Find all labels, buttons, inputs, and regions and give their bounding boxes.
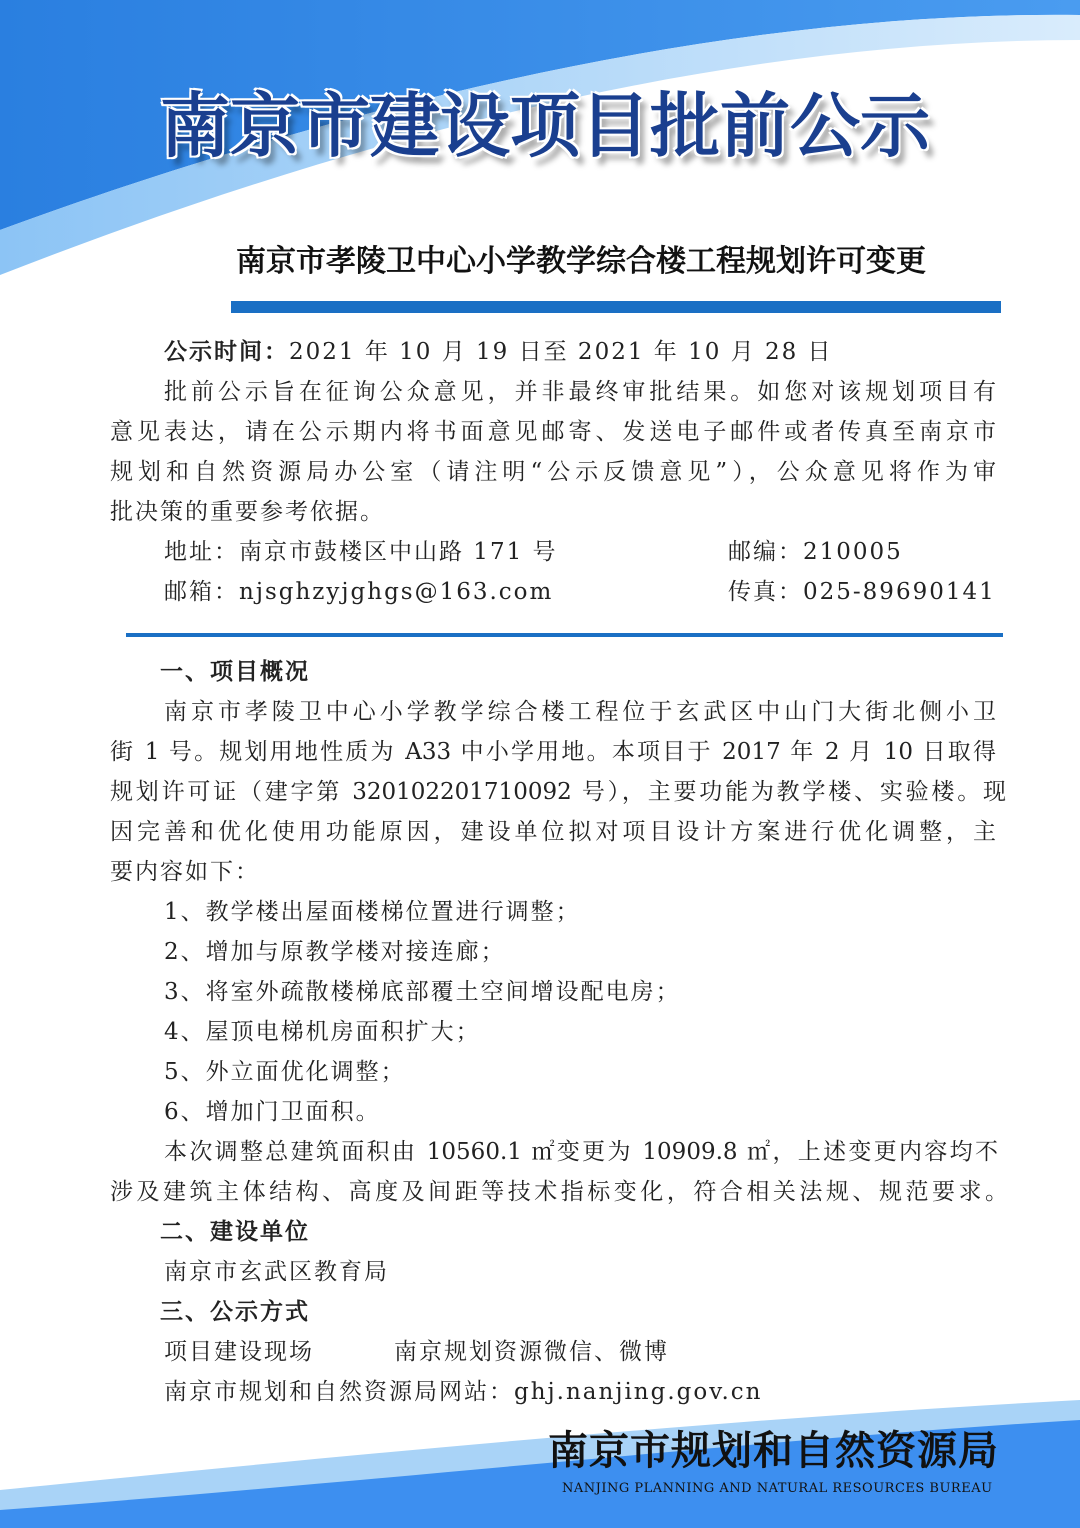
address: 地址：南京市鼓楼区中山路 171 号 — [164, 539, 558, 565]
summary-line: 本次调整总建筑面积由 10560.1 ㎡变更为 10909.8 ㎡，上述变更内容均不 — [164, 1139, 998, 1165]
method-website: 南京市规划和自然资源局网站：ghj.nanjing.gov.cn — [164, 1379, 763, 1405]
notice-period — [164, 332, 833, 372]
builder-name: 南京市玄武区教育局 — [164, 1259, 389, 1285]
footer-org-english: NANJING PLANNING AND NATURAL RESOURCES BUREAU — [562, 1481, 993, 1496]
section-title-overview: 一、项目概况 — [160, 659, 310, 685]
footer-org-logo: 南京市规划和自然资源局 — [548, 1427, 999, 1474]
section-title-builder: 二、建设单位 — [160, 1219, 310, 1245]
intro-line: 批前公示旨在征询公众意见，并非最终审批结果。如您对该规划项目有 — [164, 379, 996, 405]
method-site: 项目建设现场 — [164, 1339, 314, 1365]
overview-line: 南京市孝陵卫中心小学教学综合楼工程位于玄武区中山门大街北侧小卫 — [164, 699, 996, 725]
intro-line: 意见表达，请在公示期内将书面意见邮寄、发送电子邮件或者传真至南京市 — [110, 419, 996, 445]
period-label: 公示时间： — [164, 339, 289, 365]
main-title: 南京市建设项目批前公示 — [160, 85, 930, 167]
change-item: 4、屋顶电梯机房面积扩大； — [164, 1019, 481, 1045]
change-item: 6、增加门卫面积。 — [164, 1099, 381, 1125]
subtitle-underline — [231, 301, 1001, 313]
overview-line: 规划许可证（建字第 320102201710092 号），主要功能为教学楼、实验楼。现 — [110, 779, 1006, 805]
intro-line: 批决策的重要参考依据。 — [110, 499, 385, 525]
email: 邮箱：njsghzyjghgs@163.com — [164, 579, 554, 605]
change-item: 1、教学楼出屋面楼梯位置进行调整； — [164, 899, 581, 925]
postcode: 邮编：210005 — [728, 539, 903, 565]
overview-line: 要内容如下： — [110, 859, 260, 885]
section-title-method: 三、公示方式 — [160, 1299, 310, 1325]
summary-line: 涉及建筑主体结构、高度及间距等技术指标变化，符合相关法规、规范要求。 — [110, 1179, 1008, 1205]
change-item: 5、外立面优化调整； — [164, 1059, 406, 1085]
method-wechat: 南京规划资源微信、微博 — [394, 1339, 669, 1365]
overview-line: 因完善和优化使用功能原因，建设单位拟对项目设计方案进行优化调整，主 — [110, 819, 996, 845]
project-subtitle: 南京市孝陵卫中心小学教学综合楼工程规划许可变更 — [236, 244, 926, 279]
section-divider — [126, 633, 1003, 637]
intro-line: 规划和自然资源局办公室（请注明“公示反馈意见”），公众意见将作为审 — [110, 459, 996, 485]
overview-line: 街 1 号。规划用地性质为 A33 中小学用地。本项目于 2017 年 2 月 10 日取得 — [110, 739, 996, 765]
fax: 传真：025-89690141 — [728, 579, 996, 605]
period-value: 2021 年 10 月 19 日至 2021 年 10 月 28 日 — [289, 339, 833, 365]
change-item: 3、将室外疏散楼梯底部覆土空间增设配电房； — [164, 979, 681, 1005]
change-item: 2、增加与原教学楼对接连廊； — [164, 939, 506, 965]
